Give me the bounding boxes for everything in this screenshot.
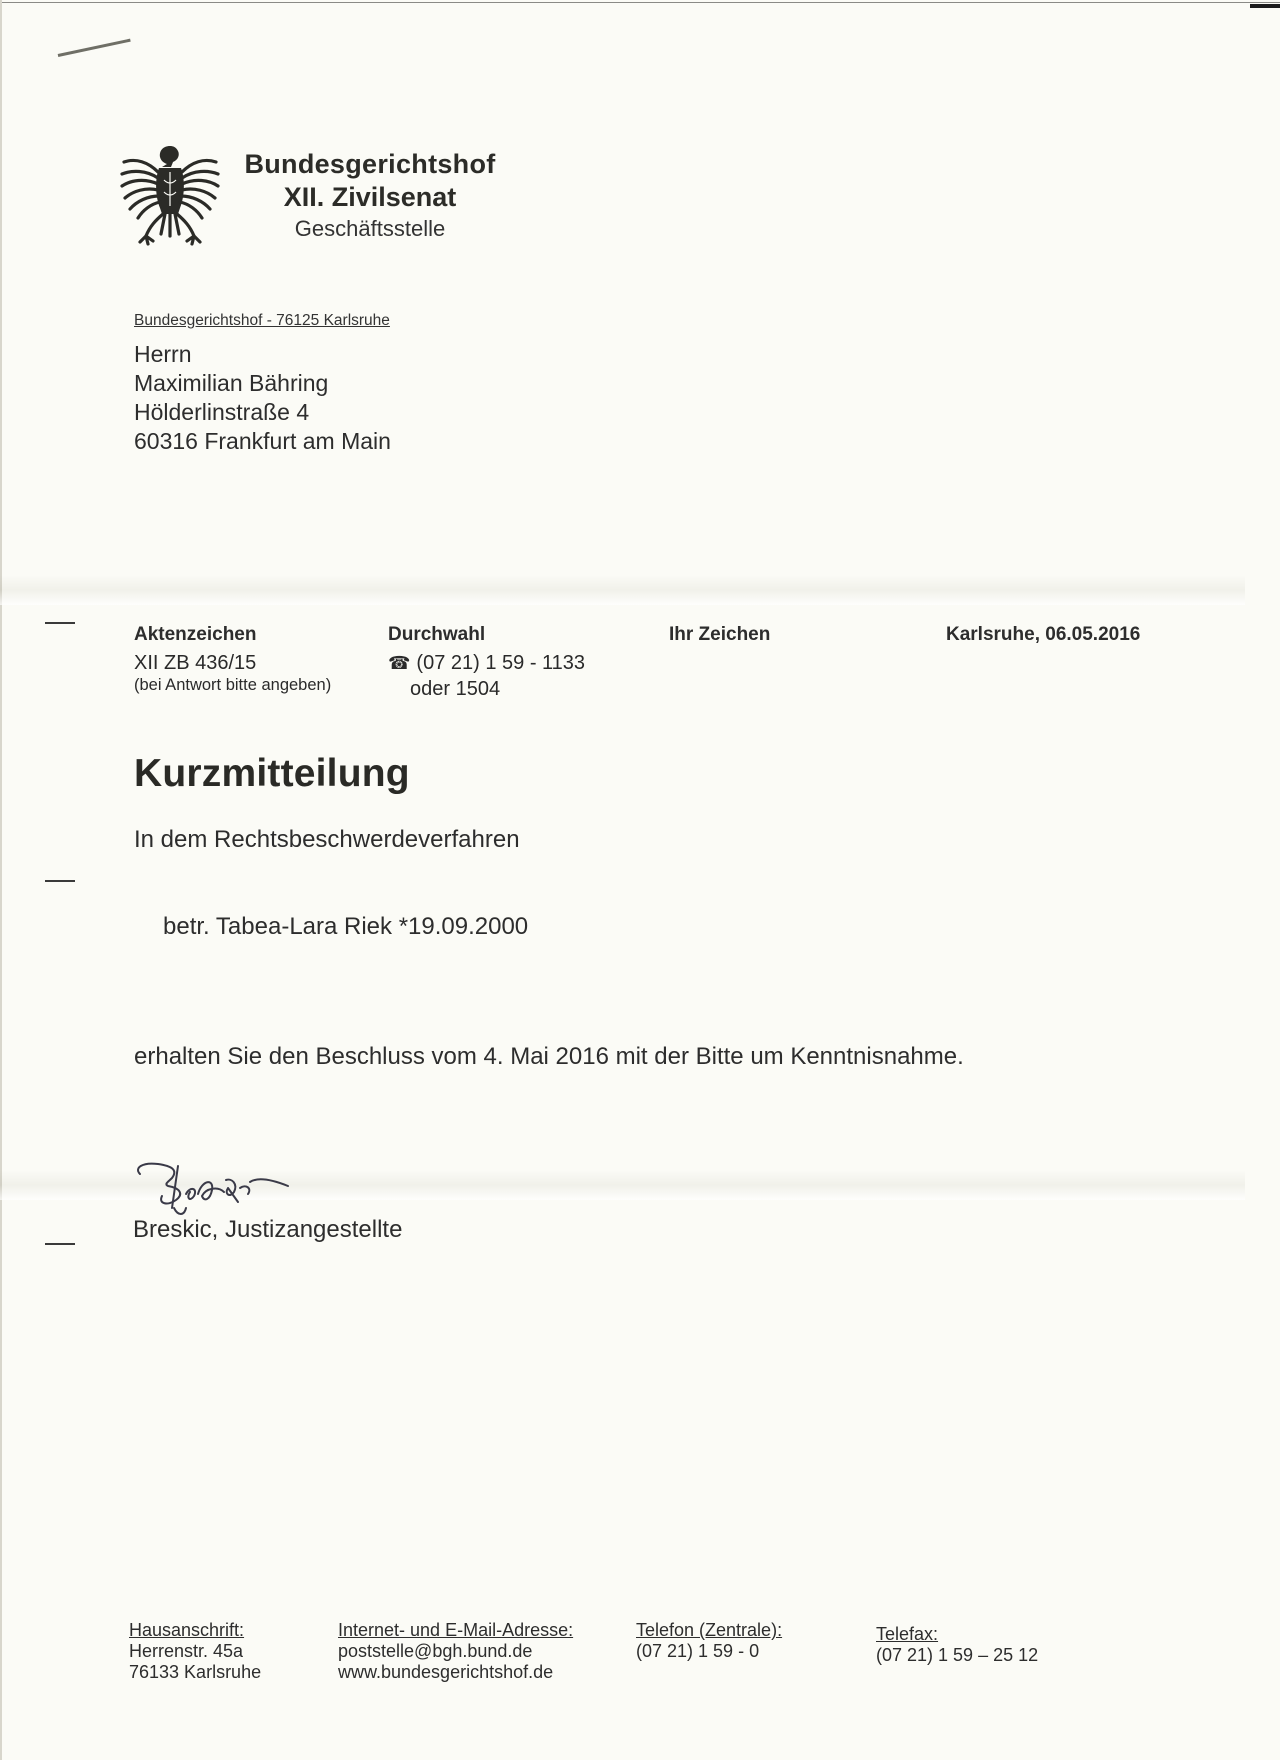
telephone-icon: ☎ <box>388 653 411 673</box>
telefon-number: (07 21) 1 59 - 0 <box>636 1641 760 1661</box>
reference-aktenzeichen <box>134 624 331 695</box>
footer-telefon <box>636 1620 782 1662</box>
recipient-salutation: Herrn <box>134 341 192 367</box>
reference-ihr-zeichen <box>669 624 770 646</box>
fold-mark <box>45 880 75 882</box>
scan-left-edge <box>0 0 2 1760</box>
case-subject: betr. Tabea-Lara Riek *19.09.2000 <box>163 913 529 940</box>
footer-telefax <box>876 1624 1038 1666</box>
durchwahl-label: Durchwahl <box>388 624 486 645</box>
recipient-street: Hölderlinstraße 4 <box>134 399 310 425</box>
hausanschrift-city: 76133 Karlsruhe <box>129 1662 262 1682</box>
letterhead <box>220 148 520 243</box>
website-address: www.bundesgerichtshof.de <box>338 1662 554 1682</box>
ihr-zeichen-label: Ihr Zeichen <box>669 624 771 645</box>
aktenzeichen-value: XII ZB 436/15 <box>134 652 257 674</box>
durchwahl-alternative: oder 1504 <box>410 678 501 700</box>
footer-internet <box>338 1620 573 1683</box>
hausanschrift-label: Hausanschrift: <box>129 1620 245 1640</box>
letter-heading: Kurzmitteilung <box>134 752 410 795</box>
return-address: Bundesgerichtshof - 76125 Karlsruhe <box>134 312 390 329</box>
durchwahl-value <box>388 652 585 675</box>
aktenzeichen-note: (bei Antwort bitte angeben) <box>134 676 332 694</box>
hole-mark <box>45 1243 75 1245</box>
fold-mark <box>45 622 75 624</box>
hausanschrift-street: Herrenstr. 45a <box>129 1641 244 1661</box>
recipient-name: Maximilian Bähring <box>134 370 329 396</box>
place-date <box>946 624 1140 646</box>
court-name: Bundesgerichtshof <box>244 149 496 179</box>
telefax-number: (07 21) 1 59 – 25 12 <box>876 1645 1039 1665</box>
recipient-city: 60316 Frankfurt am Main <box>134 428 391 454</box>
email-address: poststelle@bgh.bund.de <box>338 1641 533 1661</box>
paper-fold <box>0 575 1245 605</box>
telefon-label: Telefon (Zentrale): <box>636 1620 783 1640</box>
internet-label: Internet- und E-Mail-Adresse: <box>338 1620 574 1640</box>
proceeding-intro: In dem Rechtsbeschwerdeverfahren <box>134 826 520 853</box>
aktenzeichen-label: Aktenzeichen <box>134 624 257 645</box>
footer-hausanschrift <box>129 1620 261 1683</box>
letter-body: erhalten Sie den Beschluss vom 4. Mai 2016 mit der Bitte um Kenntnisnahme. <box>134 1043 964 1070</box>
office-name: Geschäftsstelle <box>294 216 446 241</box>
scan-top-edge <box>0 2 1280 3</box>
durchwahl-number: (07 21) 1 59 - 1133 <box>416 652 586 674</box>
place-date-text: Karlsruhe, 06.05.2016 <box>946 624 1141 645</box>
telefax-label: Telefax: <box>876 1624 939 1644</box>
staple-mark <box>58 39 131 57</box>
recipient-address <box>134 340 391 456</box>
senate-name: XII. Zivilsenat <box>283 182 457 212</box>
scan-corner-mark <box>1250 4 1280 8</box>
reference-durchwahl <box>388 624 585 701</box>
federal-eagle-icon <box>118 140 222 250</box>
signer-name: Breskic, Justizangestellte <box>133 1216 403 1243</box>
